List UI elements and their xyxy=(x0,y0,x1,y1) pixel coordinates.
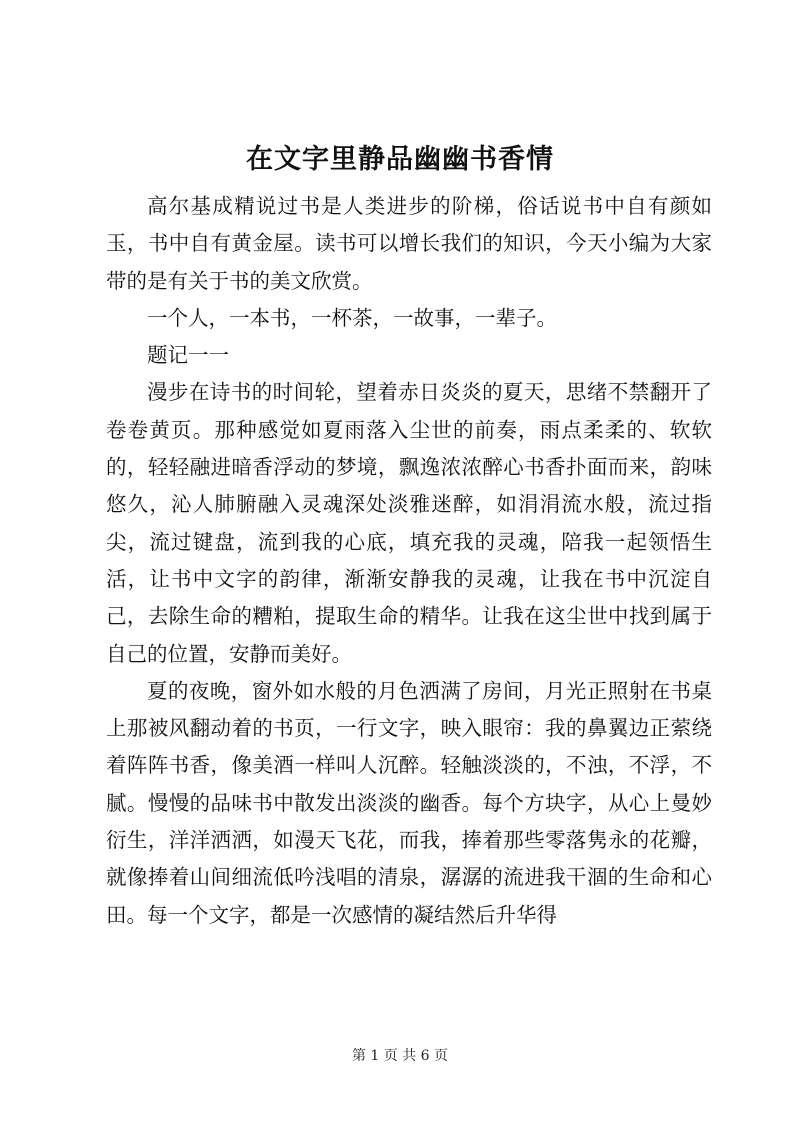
paragraph-motto: 一个人，一本书，一杯茶，一故事，一辈子。 xyxy=(147,305,557,330)
paragraph-epigraph-label: 题记一一 xyxy=(147,343,229,368)
document-body xyxy=(106,188,712,934)
paragraph-summer-night: 夏的夜晚，窗外如水般的月色洒满了房间，月光正照射在书桌上那被风翻动着的书页，一行文字，映入眼帘：我的鼻翼边正萦绕着阵阵书香，像美酒一样叫人沉醉。轻触淡淡的，不浊，不浮，不腻。慢慢的品味书中散发出淡淡的幽香。每个方块字，从心上曼妙衍生，洋洋洒洒，如漫天飞花，而我，捧着那些零落隽永的花瓣，就像捧着山间细流低吟浅唱的清泉，潺潺的流进我干涸的生命和心田。每一个文字，都是一次感情的凝结然后升华得 xyxy=(106,678,712,927)
paragraph-wandering: 漫步在诗书的时间轮，望着赤日炎炎的夏天，思绪不禁翻开了卷卷黄页。那种感觉如夏雨落入尘世的前奏，雨点柔柔的、软软的，轻轻融进暗香浮动的梦境，飘逸浓浓醉心书香扑面而来，韵味悠久，沁人肺腑融入灵魂深处淡雅迷醉，如涓涓流水般，流过指尖，流过键盘，流到我的心底，填充我的灵魂，陪我一起领悟生活，让书中文字的韵律，渐渐安静我的灵魂，让我在书中沉淀自己，去除生命的糟粕，提取生命的精华。让我在这尘世中找到属于自己的位置，安静而美好。 xyxy=(106,380,712,666)
page-number-footer: 第 1 页 共 6 页 xyxy=(351,1048,449,1064)
paragraph-intro: 高尔基成精说过书是人类进步的阶梯，俗话说书中自有颜如玉，书中自有黄金屋。读书可以增长我们的知识，今天小编为大家带的是有关于书的美文欣赏。 xyxy=(106,194,712,293)
document-title: 在文字里静品幽幽书香情 xyxy=(246,144,554,175)
